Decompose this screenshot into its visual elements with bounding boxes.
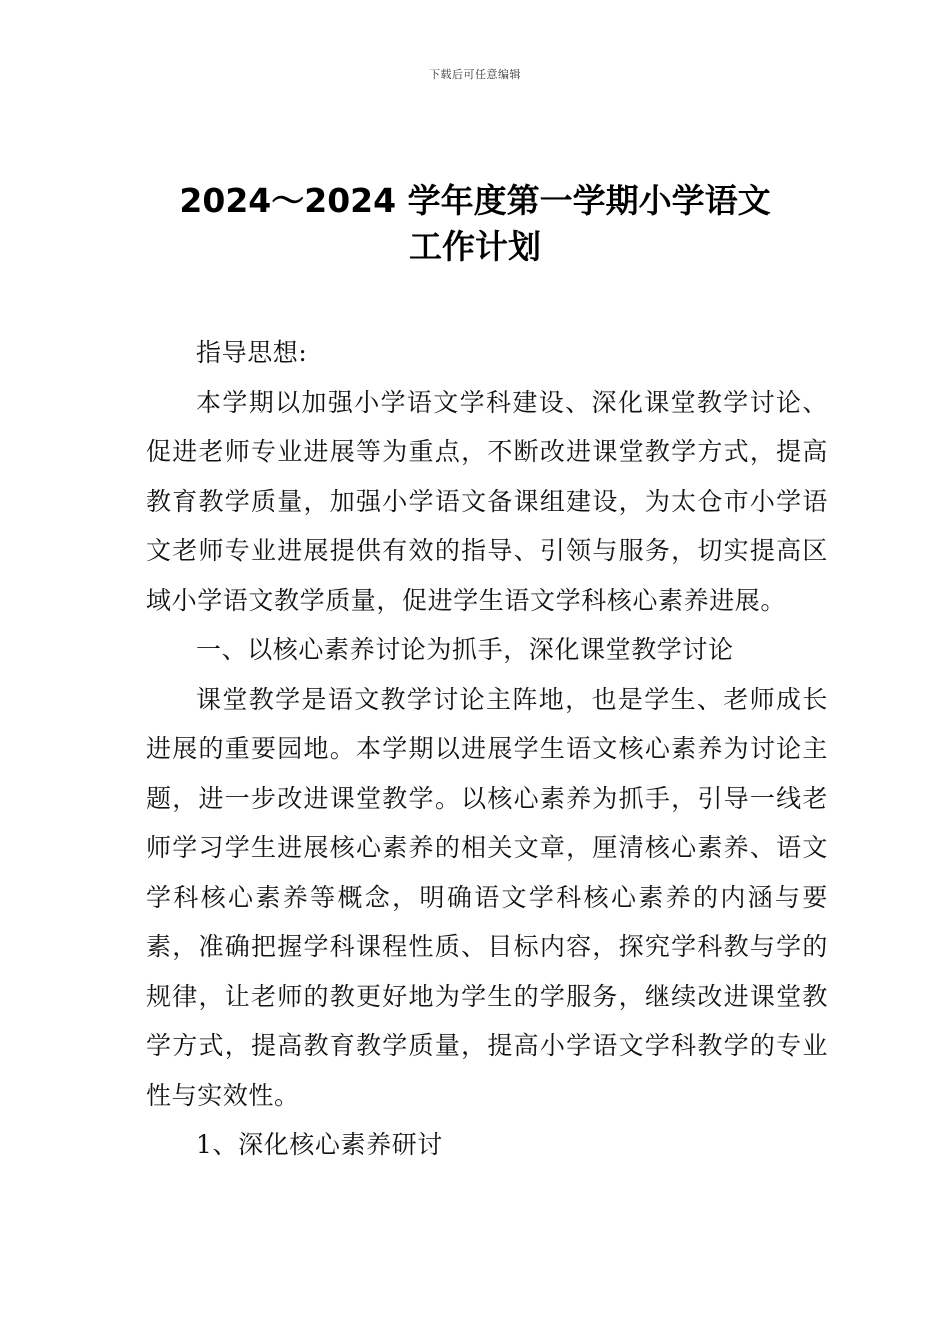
paragraph-classroom-teaching: 课堂教学是语文教学讨论主阵地，也是学生、老师成长进展的重要园地。本学期以进展学生语文核心素养为讨论主题，进一步改进课堂教学。以核心素养为抓手，引导一线老师学习学生进展核心素养的相关文章，厘清核心素养、语文学科核心素养等概念，明确语文学科核心素养的内涵与要素，准确把握学科课程性质、目标内容，探究学科教与学的规律，让老师的教更好地为学生的学服务，继续改进课堂教学方式，提高教育教学质量，提高小学语文学科教学的专业性与实效性。: [146, 684, 828, 1110]
title-line-2: 工作计划: [409, 227, 541, 266]
document-body: [146, 328, 828, 1170]
section-heading-1: 一、以核心素养讨论为抓手，深化课堂教学讨论: [196, 635, 734, 664]
document-title: [100, 178, 850, 270]
subsection-heading-1-1: 1、深化核心素养研讨: [196, 1130, 443, 1159]
header-note: 下载后可任意编辑: [429, 68, 521, 81]
section-heading-guiding-ideology: 指导思想:: [196, 338, 308, 367]
title-line-1: 2024～2024 学年度第一学期小学语文: [179, 181, 771, 220]
paragraph-intro: 本学期以加强小学语文学科建设、深化课堂教学讨论、促进老师专业进展等为重点，不断改进课堂教学方式，提高教育教学质量，加强小学语文备课组建设，为太仓市小学语文老师专业进展提供有效的指导、引领与服务，切实提高区域小学语文教学质量，促进学生语文学科核心素养进展。: [146, 387, 828, 615]
